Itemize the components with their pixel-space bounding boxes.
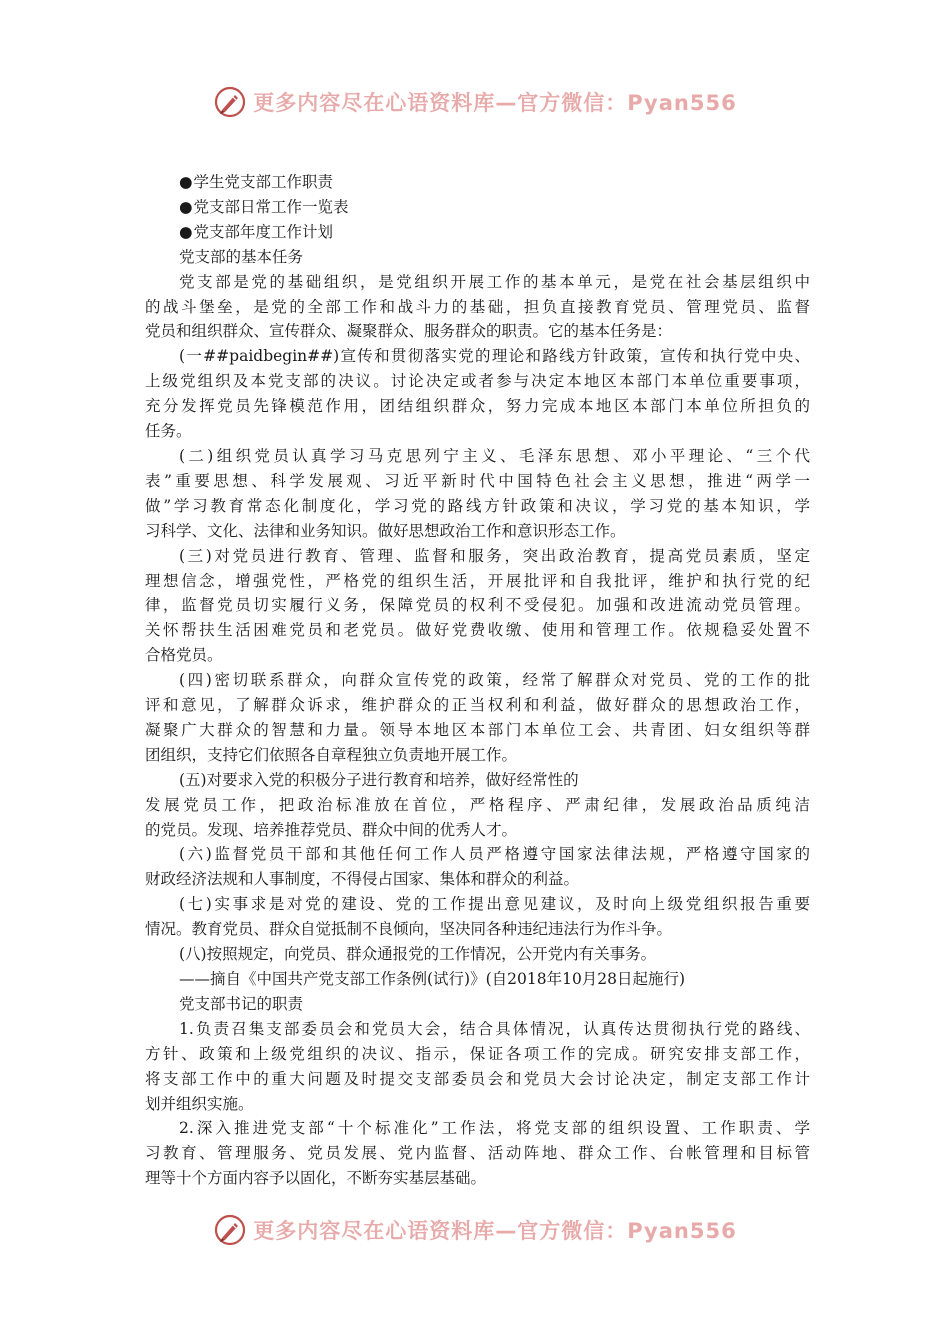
paragraph-line: (六)监督党员干部和其他任何工作人员严格遵守国家法律法规，严格遵守国家的 <box>179 845 810 864</box>
bullet-dot-icon: ● <box>179 173 193 191</box>
paragraph-line: 发展党员工作，把政治标准放在首位，严格程序、严肃纪律，发展政治品质纯洁 <box>145 795 810 814</box>
paragraph-line: (八)按照规定，向党员、群众通报党的工作情况，公开党内有关事务。 <box>179 945 657 964</box>
paragraph-line: 党支部是党的基础组织，是党组织开展工作的基本单元，是党在社会基层组织中 <box>179 272 810 291</box>
paragraph-line: 党员和组织群众、宣传群众、凝聚群众、服务群众的职责。它的基本任务是： <box>145 322 673 341</box>
paragraph-line: 习教育、管理服务、党员发展、党内监督、活动阵地、群众工作、台帐管理和目标管 <box>145 1144 810 1163</box>
pen-logo-icon <box>213 1213 247 1247</box>
paragraph-line: 2.深入推进党支部“十个标准化”工作法，将党支部的组织设置、工作职责、学 <box>179 1119 810 1138</box>
paragraph-line: (四)密切联系群众，向群众宣传党的政策，经常了解群众对党员、党的工作的批 <box>179 671 810 690</box>
paragraph-line: 任务。 <box>145 422 192 441</box>
paragraph-line: 评和意见，了解群众诉求，维护群众的正当权利和利益，做好群众的思想政治工作， <box>145 696 810 715</box>
bullet-item: ●学生党支部工作职责 <box>179 173 334 191</box>
paragraph-line: 情况。教育党员、群众自觉抵制不良倾向，坚决同各种违纪违法行为作斗争。 <box>145 920 673 939</box>
paragraph-line: 的党员。发现、培养推荐党员、群众中间的优秀人才。 <box>145 820 518 839</box>
section-heading: 党支部的基本任务 <box>179 247 304 266</box>
section-heading: 党支部书记的职责 <box>179 994 304 1013</box>
paragraph-line: 表”重要思想、科学发展观、习近平新时代中国特色社会主义思想，推进“两学一 <box>145 471 810 490</box>
header-banner-text: 更多内容尽在心语资料库—官方微信：Pyan556 <box>253 91 737 115</box>
bullet-dot-icon: ● <box>179 222 193 241</box>
paragraph-line: 1.负责召集支部委员会和党员大会，结合具体情况，认真传达贯彻执行党的路线、 <box>179 1019 810 1038</box>
paragraph-line: (一##paidbegin##)宣传和贯彻落实党的理论和路线方针政策，宣传和执行党中央、 <box>179 347 810 366</box>
paragraph-line: 方针、政策和上级党组织的决议、指示，保证各项工作的完成。研究安排支部工作， <box>145 1044 810 1063</box>
bullet-item: ●党支部年度工作计划 <box>179 222 334 241</box>
paragraph-line: 习科学、文化、法律和业务知识。做好思想政治工作和意识形态工作。 <box>145 521 626 540</box>
paragraph-line: 财政经济法规和人事制度，不得侵占国家、集体和群众的利益。 <box>145 870 580 889</box>
paragraph-line: 做”学习教育常态化制度化，学习党的路线方针政策和决议，学习党的基本知识，学 <box>145 496 810 515</box>
pen-logo-icon <box>213 85 247 119</box>
paragraph-line: 上级党组织及本党支部的决议。讨论决定或者参与决定本地区本部门本单位重要事项， <box>145 372 810 391</box>
bullet-item: ●党支部日常工作一览表 <box>179 197 349 216</box>
paragraph-line: 团组织，支持它们依照各自章程独立负责地开展工作。 <box>145 745 518 764</box>
paragraph-line: 理等十个方面内容予以固化，不断夯实基层基础。 <box>145 1169 487 1188</box>
header-banner <box>0 82 950 122</box>
paragraph-line: (三)对党员进行教育、管理、监督和服务，突出政治教育，提高党员素质，坚定 <box>179 546 810 565</box>
citation-line: ——摘自《中国共产党支部工作条例(试行)》(自2018年10月28日起施行) <box>179 970 686 988</box>
paragraph-line: 的战斗堡垒，是党的全部工作和战斗力的基础，担负直接教育党员、管理党员、监督 <box>145 297 810 316</box>
document-body <box>145 170 810 1191</box>
footer-banner-text: 更多内容尽在心语资料库—官方微信：Pyan556 <box>253 1219 737 1243</box>
paragraph-line: 合格党员。 <box>145 646 223 665</box>
bullet-dot-icon: ● <box>179 197 193 216</box>
paragraph-line: 充分发挥党员先锋模范作用，团结组织群众，努力完成本地区本部门本单位所担负的 <box>145 397 810 416</box>
paragraph-line: 律，监督党员切实履行义务，保障党员的权利不受侵犯。加强和改进流动党员管理。 <box>145 596 810 615</box>
paragraph-line: (二)组织党员认真学习马克思列宁主义、毛泽东思想、邓小平理论、“三个代 <box>179 446 810 465</box>
paragraph-line: 将支部工作中的重大问题及时提交支部委员会和党员大会讨论决定，制定支部工作计 <box>145 1069 810 1088</box>
paragraph-line: 划并组织实施。 <box>145 1094 254 1113</box>
paragraph-line: 凝聚广大群众的智慧和力量。领导本地区本部门本单位工会、共青团、妇女组织等群 <box>145 720 810 739</box>
footer-banner <box>0 1210 950 1250</box>
paragraph-line: 关怀帮扶生活困难党员和老党员。做好党费收缴、使用和管理工作。依规稳妥处置不 <box>145 621 810 640</box>
paragraph-line: 理想信念，增强党性，严格党的组织生活，开展批评和自我批评，维护和执行党的纪 <box>145 571 810 590</box>
paragraph-line: (五)对要求入党的积极分子进行教育和培养，做好经常性的 <box>179 770 579 789</box>
paragraph-line: (七)实事求是对党的建设、党的工作提出意见建议，及时向上级党组织报告重要 <box>179 895 810 914</box>
